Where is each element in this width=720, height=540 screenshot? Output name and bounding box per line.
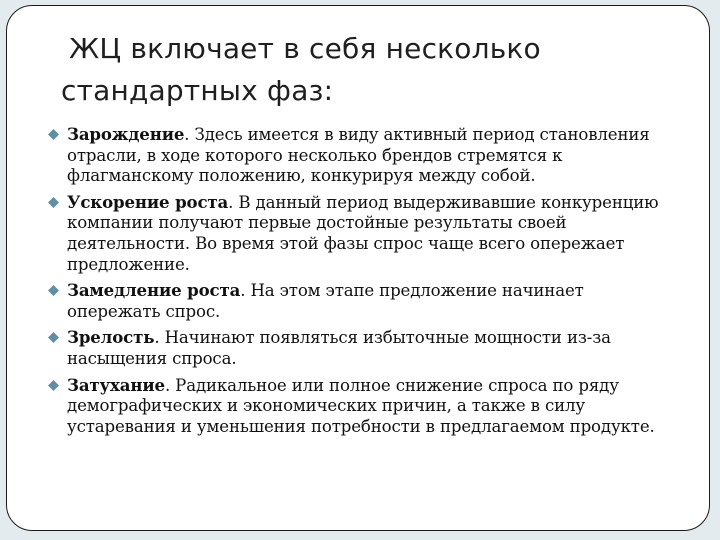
phase-description: . Начинают появляться избыточные мощности из-за насыщения спроса.: [67, 328, 611, 368]
phase-item-origin: [67, 124, 667, 187]
phase-description: . Здесь имеется в виду активный период становления отрасли, в ходе которого несколько брендов стремятся к флагманскому положению, конкурируя между собой.: [67, 125, 650, 186]
phase-term: Затухание: [67, 374, 165, 395]
phase-item-growth-acceleration: [67, 192, 667, 275]
diamond-bullet-icon: [48, 380, 59, 391]
phase-item-growth-slowdown: [67, 280, 667, 322]
phase-description: . В данный период выдерживавшие конкуренцию компании получают первые достойные результаты своей деятельности. Во время этой фазы спрос чаще всего опережает предложение.: [67, 192, 659, 274]
diamond-bullet-icon: [48, 197, 59, 208]
diamond-bullet-icon: [48, 129, 59, 140]
slide-title-line-1: ЖЦ включает в себя несколько: [69, 32, 541, 65]
diamond-bullet-icon: [48, 285, 59, 296]
phase-item-decline: [67, 375, 667, 438]
slide-title-line-2: стандартных фаз:: [61, 74, 334, 107]
phase-term: Зарождение: [67, 124, 185, 144]
phase-term: Замедление роста: [67, 280, 241, 301]
phase-term: Зрелость: [67, 327, 155, 348]
slide-title: [61, 28, 669, 112]
phase-item-maturity: [67, 327, 667, 369]
phase-description: . Радикальное или полное снижение спроса по ряду демографических и экономических причин, а также в силу устаревания и уменьшения потребности в предлагаемом продукте.: [67, 375, 655, 436]
phase-description: . На этом этапе предложение начинает опережать спрос.: [67, 281, 584, 321]
phase-term: Ускорение роста: [67, 191, 229, 212]
phase-list: [67, 124, 667, 442]
diamond-bullet-icon: [48, 332, 59, 343]
slide-frame: [6, 5, 710, 531]
